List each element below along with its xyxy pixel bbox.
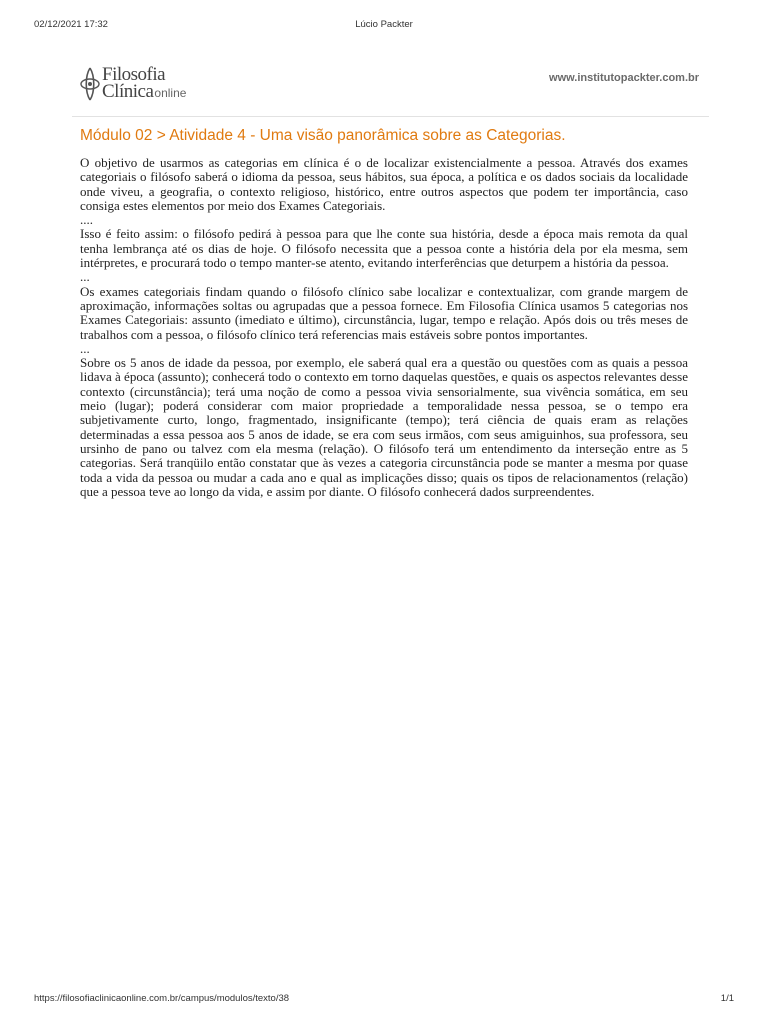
separator: .... <box>80 212 93 228</box>
separator: ... <box>80 269 90 285</box>
print-page-number: 1/1 <box>720 993 734 1004</box>
page-title: Módulo 02 > Atividade 4 - Uma visão panorâmica sobre as Categorias. <box>80 127 566 144</box>
logo-icon <box>76 66 104 102</box>
site-logo[interactable] <box>76 64 226 106</box>
print-author: Lúcio Packter <box>355 19 413 30</box>
paragraph-method: Isso é feito assim: o filósofo pedirá à pessoa para que lhe conte sua história, desde a época mais remota da qual tenha lembrança até os dias de hoje. O filósofo necessita que a pessoa conte a história dela por ela mesma, sem intérpretes, e procurará todo o tempo manter-se atento, evitando interferências que deturpem a história da pessoa. <box>80 226 688 271</box>
print-header <box>0 19 768 33</box>
paragraph-example: Sobre os 5 anos de idade da pessoa, por exemplo, ele saberá qual era a questão ou questões com as quais a pessoa lidava à época (assunto); conhecerá todo o contexto em torno daquelas questões, e quais os aspectos relevantes desse contexto (circunstância); terá uma noção de como a pessoa vivia sensorialmente, sua vivência somática, em seu meio (lugar); poderá considerar com maior propriedade a temporalidade nessa pessoa, se o tempo era subjetivamente curto, longo, fragmentado, insignificante (tempo); terá ciência de quais eram as relações determinadas a essa pessoa aos 5 anos de idade, se era com seus irmãos, com seus amiguinhos, sua professora, seu ursinho de pano ou talvez com ela mesma (relação). O filósofo terá um entendimento da interseção entre as 5 categorias. Será tranqüilo então constatar que às vezes a categoria circunstância pode se manter a mesma por quase toda a vida da pessoa ou mudar a cada ano e qual as implicações disso; quais os tipos de relacionamentos (relação) que a pessoa teve ao longo da vida, e assim por diante. O filósofo conhecerá dados surpreendentes. <box>80 355 688 499</box>
print-url: https://filosofiaclinicaonline.com.br/campus/modulos/texto/38 <box>34 993 290 1004</box>
site-url-link[interactable]: www.institutopackter.com.br <box>549 72 699 84</box>
print-footer <box>0 993 768 1007</box>
paragraph-objective: O objetivo de usarmos as categorias em clínica é o de localizar existencialmente a pessoa. Através dos exames categoriais o filósofo saberá o idioma da pessoa, seus hábitos, sua época, a política e os dados sociais da localidade onde viveu, a geografia, o contexto religioso, histórico, entre outros aspectos que podem ter importância, caso consiga estes elementos por meio dos Exames Categoriais. <box>80 155 688 213</box>
separator: ... <box>80 340 90 356</box>
logo-text-line2 <box>102 81 186 103</box>
logo-text-line1: Filosofia <box>102 64 166 85</box>
logo-text-clinica: Clínica <box>102 81 154 102</box>
paragraph-exams: Os exames categoriais findam quando o filósofo clínico sabe localizar e contextualizar, com grande margem de aproximação, informações soltas ou agrupadas que a pessoa fornece. Em Filosofia Clínica usamos 5 categorias nos Exames Categoriais: assunto (imediato e último), circunstância, lugar, tempo e relação. Após dois ou três meses de trabalhos com a pessoa, o filósofo clínico terá referencias mais estáveis sobre pontos importantes. <box>80 283 688 342</box>
print-datetime: 02/12/2021 17:32 <box>34 19 108 30</box>
article-body <box>80 156 688 499</box>
site-header <box>72 60 709 117</box>
logo-text-online: online <box>154 86 187 100</box>
